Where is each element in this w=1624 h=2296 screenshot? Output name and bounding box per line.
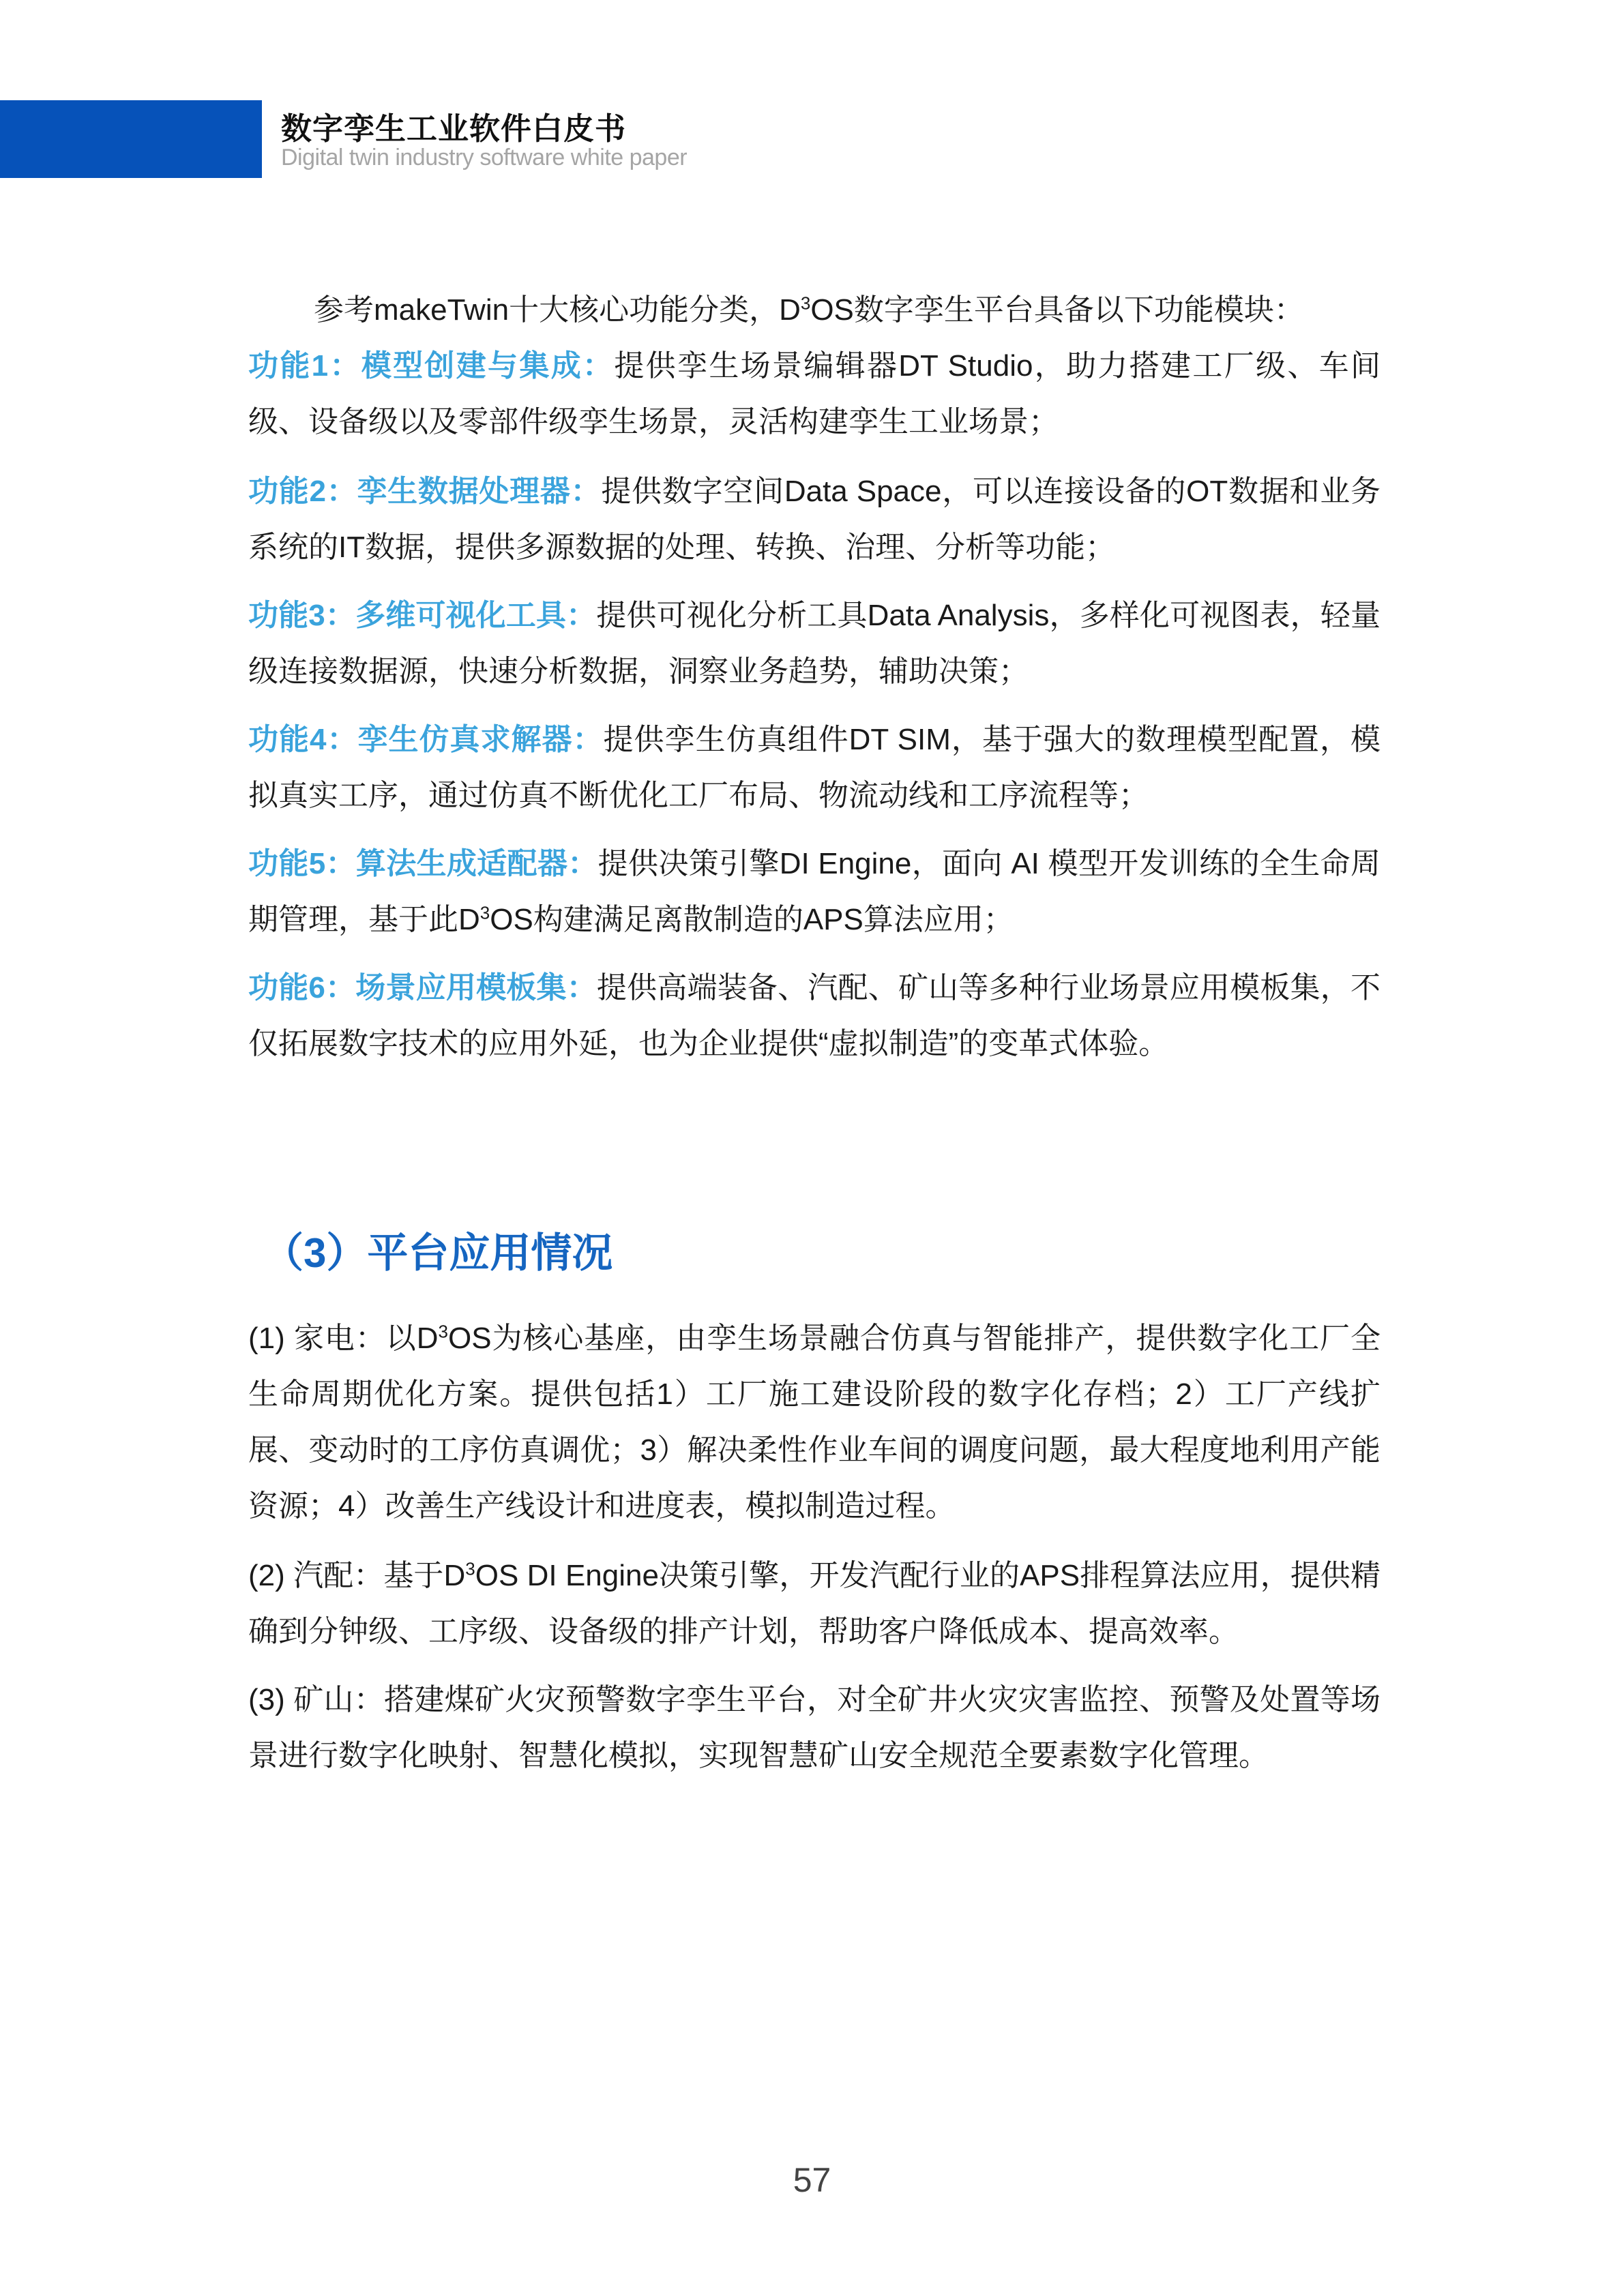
header-subtitle: Digital twin industry software white paper xyxy=(281,145,688,170)
header-blue-bar xyxy=(0,100,262,178)
feature-text: 提供孪生仿真组件DT SIM，基于强大的数理模型配置，模拟真实工序，通过仿真不断优化工厂布局、物流动线和工序流程等； xyxy=(248,723,1381,812)
intro-text: 参考makeTwin十大核心功能分类，D xyxy=(314,293,801,327)
feature-label: 功能6：场景应用模板集： xyxy=(248,971,597,1004)
feature-label: 功能3：多维可视化工具： xyxy=(248,599,597,632)
superscript: 3 xyxy=(800,293,811,314)
feature-text: 提供可视化分析工具Data Analysis，多样化可视图表，轻量级连接数据源，快速分析数据，洞察业务趋势，辅助决策； xyxy=(248,599,1381,688)
feature-label: 功能4：孪生仿真求解器： xyxy=(248,723,604,756)
section-heading: （3）平台应用情况 xyxy=(263,1230,613,1276)
item-text: (1) 家电：以D xyxy=(248,1322,439,1355)
feature-1 xyxy=(248,338,1381,450)
feature-text: 提供高端装备、汽配、矿山等多种行业场景应用模板集，不仅拓展数字技术的应用外延，也为企业提供“虚拟制造”的变革式体验。 xyxy=(248,971,1381,1060)
item-text: OS为核心基座，由孪生场景融合仿真与智能排产，提供数字化工厂全生命周期优化方案。提供包括1）工厂施工建设阶段的数字化存档；2）工厂产线扩展、变动时的工序仿真调优；3）解决柔性作业车间的调度问题，最大程度地利用产能资源；4）改善生产线设计和进度表，模拟制造过程。 xyxy=(248,1322,1381,1523)
feature-4 xyxy=(248,712,1381,824)
application-item-auto-parts xyxy=(248,1548,1381,1660)
superscript: 3 xyxy=(465,1558,475,1579)
feature-label: 功能5：算法生成适配器： xyxy=(248,847,598,880)
feature-5 xyxy=(248,836,1381,948)
application-item-appliance xyxy=(248,1311,1381,1534)
superscript: 3 xyxy=(479,902,490,923)
feature-label: 功能1：模型创建与集成： xyxy=(248,349,615,383)
feature-3 xyxy=(248,588,1381,700)
item-text: (3) 矿山：搭建煤矿火灾预警数字孪生平台，对全矿井火灾灾害监控、预警及处置等场景进行数字化映射、智慧化模拟，实现智慧矿山安全规范全要素数字化管理。 xyxy=(248,1683,1381,1772)
intro-paragraph xyxy=(248,282,1381,338)
item-text: (2) 汽配：基于D xyxy=(248,1559,466,1592)
application-item-mining xyxy=(248,1672,1381,1784)
header-title: 数字孪生工业软件白皮书 xyxy=(281,111,627,146)
page-number: 57 xyxy=(793,2161,831,2199)
feature-text: 提供数字空间Data Space，可以连接设备的OT数据和业务系统的IT数据，提供多源数据的处理、转换、治理、分析等功能； xyxy=(248,475,1381,564)
intro-text: OS数字孪生平台具备以下功能模块： xyxy=(810,293,1304,327)
feature-2 xyxy=(248,464,1381,576)
feature-6 xyxy=(248,960,1381,1072)
feature-text: OS构建满足离散制造的APS算法应用； xyxy=(490,903,1014,936)
feature-text: 提供孪生场景编辑器DT Studio，助力搭建工厂级、车间级、设备级以及零部件级孪生场景，灵活构建孪生工业场景； xyxy=(248,349,1381,438)
feature-text: 提供决策引擎DI Engine，面向 AI 模型开发训练的全生命周期管理，基于此D xyxy=(248,847,1381,936)
superscript: 3 xyxy=(438,1321,448,1342)
item-text: OS DI Engine决策引擎，开发汽配行业的APS排程算法应用，提供精确到分钟级、工序级、设备级的排产计划，帮助客户降低成本、提高效率。 xyxy=(248,1559,1381,1648)
feature-label: 功能2：孪生数据处理器： xyxy=(248,475,602,508)
